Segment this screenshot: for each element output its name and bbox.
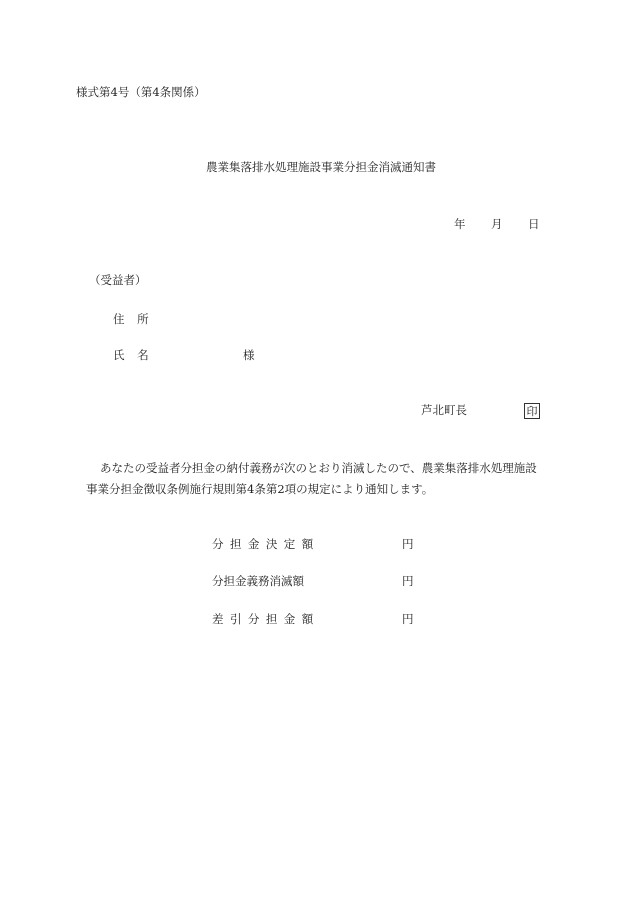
amount-label-net: 差引分担金額 xyxy=(212,612,320,626)
seal-stamp: 印 xyxy=(524,403,540,419)
address-label: 住所 xyxy=(113,312,162,326)
amount-unit-decided: 円 xyxy=(402,537,414,551)
document-title: 農業集落排水処理施設事業分担金消滅通知書 xyxy=(206,160,436,174)
amount-unit-extinguished: 円 xyxy=(402,574,414,588)
notice-body-line-1: あなたの受益者分担金の納付義務が次のとおり消滅したので、農業集落排水処理施設 xyxy=(100,461,537,475)
notice-body-line-2: 事業分担金徴収条例施行規則第4条第2項の規定により通知します。 xyxy=(86,482,434,496)
date-month-label: 月 xyxy=(491,217,503,231)
amount-label-extinguished: 分担金義務消滅額 xyxy=(212,574,304,588)
amount-label-decided: 分担金決定額 xyxy=(212,537,320,551)
honorific-sama: 様 xyxy=(243,348,255,362)
amount-unit-net: 円 xyxy=(402,612,414,626)
date-day-label: 日 xyxy=(528,217,540,231)
form-number: 様式第4号（第4条関係） xyxy=(76,85,206,99)
name-label: 氏名 xyxy=(113,348,162,362)
issuer-title: 芦北町長 xyxy=(421,403,467,417)
recipient-heading: （受益者） xyxy=(89,273,147,287)
date-year-label: 年 xyxy=(454,217,466,231)
